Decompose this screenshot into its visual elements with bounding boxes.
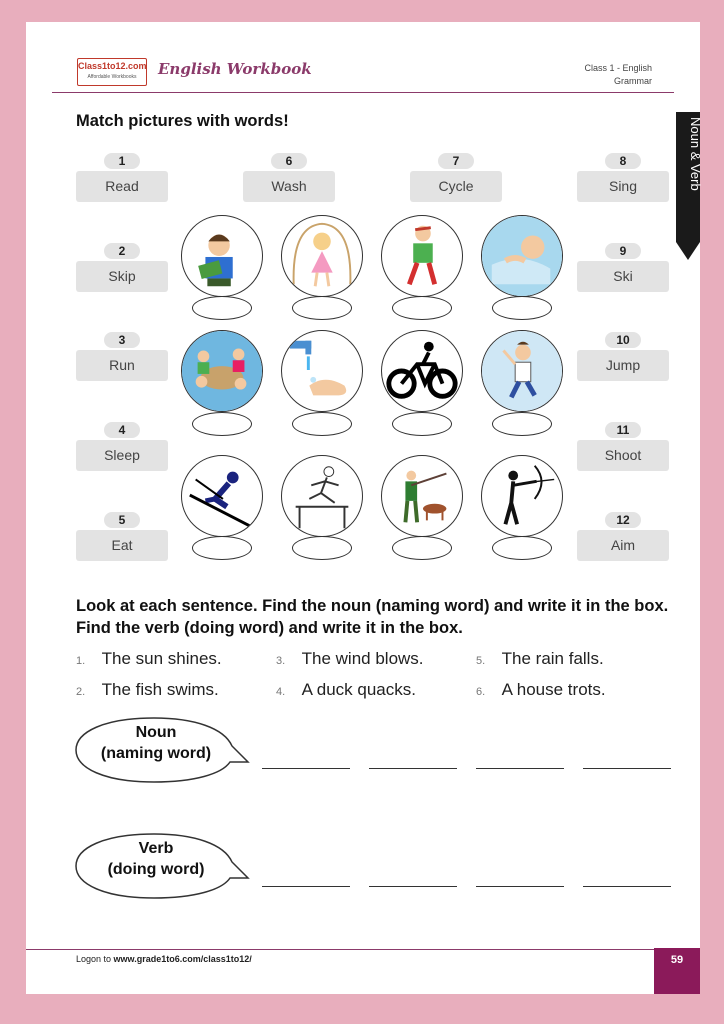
verb-answer-line[interactable] [583,886,671,887]
word-number: 6 [271,153,307,169]
word-number: 9 [605,243,641,259]
section1-heading: Match pictures with words! [76,112,289,130]
sentence-item [476,680,606,700]
word-tile-sing: Sing [577,171,669,202]
singing-boy-icon [381,215,463,297]
reading-boy-icon [181,215,263,297]
verb-label [82,838,230,880]
answer-oval[interactable] [292,536,352,560]
footer-divider [26,949,700,950]
word-number: 2 [104,243,140,259]
jumping-boy-icon [481,330,563,412]
answer-oval[interactable] [192,412,252,436]
sentence-item [276,680,416,700]
sentence-number: 4. [276,686,286,698]
noun-answer-line[interactable] [262,768,350,769]
workbook-page [26,22,703,994]
sentence-number: 6. [476,686,486,698]
sentence-item [76,680,219,700]
class-subject [546,62,652,88]
noun-answer-line[interactable] [369,768,457,769]
word-number: 4 [104,422,140,438]
hunter-with-dog-icon [381,455,463,537]
noun-answer-line[interactable] [476,768,564,769]
answer-oval[interactable] [392,536,452,560]
verb-answer-line[interactable] [369,886,457,887]
cycle-icon [381,330,463,412]
sentence-text: A house trots. [501,680,606,699]
answer-oval[interactable] [292,296,352,320]
washing-hands-icon [281,330,363,412]
noun-answer-line[interactable] [583,768,671,769]
word-tile-shoot: Shoot [577,440,669,471]
footer-text [76,954,252,964]
word-number: 5 [104,512,140,528]
word-number: 11 [605,422,641,438]
eating-family-icon [181,330,263,412]
sentence-item [76,649,222,669]
side-tab-arrow [676,242,700,260]
word-tile-read: Read [76,171,168,202]
word-number: 8 [605,153,641,169]
sentence-text: The fish swims. [101,680,219,699]
word-tile-eat: Eat [76,530,168,561]
word-number: 3 [104,332,140,348]
side-tab-label: Noun & Verb [688,117,703,191]
skier-icon [181,455,263,537]
word-tile-wash: Wash [243,171,335,202]
answer-oval[interactable] [292,412,352,436]
page-number: 59 [654,948,700,994]
answer-oval[interactable] [392,412,452,436]
sentence-text: The wind blows. [301,649,424,668]
sleeping-baby-icon [481,215,563,297]
site-logo [77,58,147,86]
answer-oval[interactable] [392,296,452,320]
noun-title: Noun [135,724,177,741]
sentence-text: The sun shines. [101,649,222,668]
class-line: Class 1 - English [584,63,652,73]
footer-link[interactable]: www.grade1to6.com/class1to12/ [113,954,252,964]
noun-subtitle: (naming word) [100,745,212,762]
word-number: 12 [605,512,641,528]
sentence-number: 1. [76,655,86,667]
word-tile-ski: Ski [577,261,669,292]
workbook-title: English Workbook [158,60,312,78]
word-number: 7 [438,153,474,169]
header-divider [52,92,674,93]
answer-oval[interactable] [492,412,552,436]
word-number: 10 [605,332,641,348]
verb-answer-line[interactable] [476,886,564,887]
sentence-number: 5. [476,655,486,667]
verb-answer-line[interactable] [262,886,350,887]
sentence-text: A duck quacks. [301,680,416,699]
footer-prefix: Logon to [76,954,114,964]
word-tile-jump: Jump [577,350,669,381]
word-tile-run: Run [76,350,168,381]
noun-label [82,722,230,764]
logo-sub-text: Affordable Workbooks [87,74,137,80]
verb-title: Verb [138,840,174,857]
subject-line: Grammar [614,76,652,86]
sentence-text: The rain falls. [501,649,604,668]
word-tile-skip: Skip [76,261,168,292]
answer-oval[interactable] [192,296,252,320]
word-number: 1 [104,153,140,169]
answer-oval[interactable] [492,536,552,560]
word-tile-cycle: Cycle [410,171,502,202]
logo-main-text: Class1to12.com [78,61,147,71]
skipping-girl-icon [281,215,363,297]
answer-oval[interactable] [492,296,552,320]
word-tile-sleep: Sleep [76,440,168,471]
answer-oval[interactable] [192,536,252,560]
sentence-item [476,649,604,669]
sentence-item [276,649,424,669]
word-tile-aim: Aim [577,530,669,561]
archer-icon [481,455,563,537]
running-hurdler-icon [281,455,363,537]
sentence-number: 3. [276,655,286,667]
section2-heading: Look at each sentence. Find the noun (naming word) and write it in the box. Find the verb (doing word) and write it in the box. [76,597,669,637]
sentence-number: 2. [76,686,86,698]
verb-subtitle: (doing word) [107,861,205,878]
